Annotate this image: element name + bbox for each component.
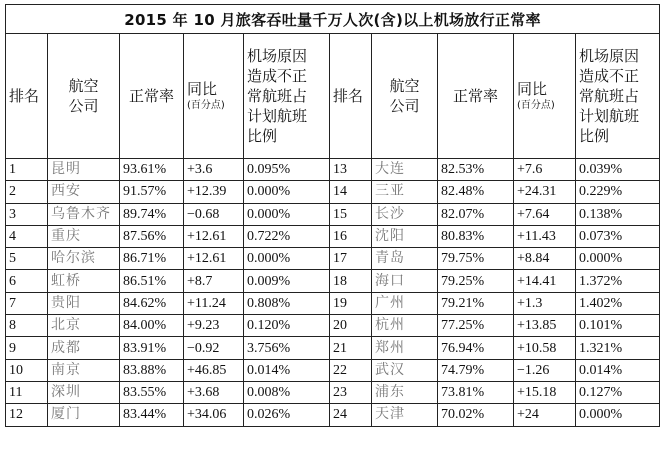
rank-cell: 16 [330, 225, 372, 247]
yoy-cell: +3.6 [184, 159, 244, 181]
rank-cell: 21 [330, 337, 372, 359]
header-yoy-2 [514, 34, 576, 159]
header-rank: 排名 [6, 34, 48, 159]
rank-cell: 14 [330, 181, 372, 203]
rate-cell: 82.48% [438, 181, 514, 203]
rank-cell: 23 [330, 381, 372, 403]
yoy-cell: +24.31 [514, 181, 576, 203]
cause-cell: 1.321% [576, 337, 660, 359]
rank-cell: 7 [6, 292, 48, 314]
yoy-cell: +8.84 [514, 248, 576, 270]
rank-cell: 19 [330, 292, 372, 314]
rank-cell: 24 [330, 404, 372, 426]
rank-cell: 3 [6, 203, 48, 225]
header-yoy [184, 34, 244, 159]
cause-cell: 1.372% [576, 270, 660, 292]
cause-cell: 0.101% [576, 315, 660, 337]
airport-cell: 贵阳 [48, 292, 120, 314]
rate-cell: 87.56% [120, 225, 184, 247]
header-yoy-text: 同比 [187, 80, 218, 98]
rate-cell: 91.57% [120, 181, 184, 203]
rate-cell: 80.83% [438, 225, 514, 247]
rank-cell: 15 [330, 203, 372, 225]
rate-cell: 70.02% [438, 404, 514, 426]
cause-cell: 0.000% [244, 248, 330, 270]
rank-cell: 22 [330, 359, 372, 381]
table-title: 2015 年 10 月旅客吞吐量千万人次(含)以上机场放行正常率 [6, 5, 660, 34]
table-row [6, 225, 660, 247]
airport-cell: 大连 [372, 159, 438, 181]
airport-cell: 成都 [48, 337, 120, 359]
header-rate-2: 正常率 [438, 34, 514, 159]
rank-cell: 9 [6, 337, 48, 359]
rank-cell: 13 [330, 159, 372, 181]
cause-cell: 0.000% [244, 203, 330, 225]
table-row [6, 292, 660, 314]
cause-cell: 1.402% [576, 292, 660, 314]
rate-cell: 82.07% [438, 203, 514, 225]
header-cause-text-2: 机场原因 造成不正 常航班占 计划航班 比例 [579, 47, 640, 145]
airport-cell: 长沙 [372, 203, 438, 225]
rank-cell: 17 [330, 248, 372, 270]
header-yoy-unit-2: (百分点) [517, 100, 555, 111]
header-airport-2 [372, 34, 438, 159]
rate-cell: 83.55% [120, 381, 184, 403]
header-airport-text-2: 航空 公司 [389, 77, 420, 115]
yoy-cell: +12.61 [184, 225, 244, 247]
yoy-cell: +9.23 [184, 315, 244, 337]
yoy-cell: +10.58 [514, 337, 576, 359]
yoy-cell: +46.85 [184, 359, 244, 381]
cause-cell: 0.722% [244, 225, 330, 247]
airport-cell: 沈阳 [372, 225, 438, 247]
ranking-table-container [5, 4, 659, 446]
airport-cell: 青岛 [372, 248, 438, 270]
airport-cell: 武汉 [372, 359, 438, 381]
rank-cell: 2 [6, 181, 48, 203]
table-row [6, 270, 660, 292]
yoy-cell: +7.64 [514, 203, 576, 225]
rate-cell: 83.88% [120, 359, 184, 381]
yoy-cell: +3.68 [184, 381, 244, 403]
table-row [6, 248, 660, 270]
rate-cell: 82.53% [438, 159, 514, 181]
table-row [6, 381, 660, 403]
airport-cell: 浦东 [372, 381, 438, 403]
airport-cell: 天津 [372, 404, 438, 426]
header-cause [244, 34, 330, 159]
table-row [6, 337, 660, 359]
rank-cell: 6 [6, 270, 48, 292]
rate-cell: 79.25% [438, 270, 514, 292]
header-airport-text: 航空 公司 [68, 77, 99, 115]
rank-cell: 12 [6, 404, 48, 426]
cause-cell: 0.014% [244, 359, 330, 381]
header-rate: 正常率 [120, 34, 184, 159]
rank-cell: 1 [6, 159, 48, 181]
cause-cell: 0.000% [576, 248, 660, 270]
cause-cell: 0.000% [244, 181, 330, 203]
cause-cell: 0.138% [576, 203, 660, 225]
cause-cell: 0.026% [244, 404, 330, 426]
airport-cell: 北京 [48, 315, 120, 337]
cause-cell: 3.756% [244, 337, 330, 359]
airport-cell: 哈尔滨 [48, 248, 120, 270]
rank-cell: 5 [6, 248, 48, 270]
cause-cell: 0.127% [576, 381, 660, 403]
airport-cell: 三亚 [372, 181, 438, 203]
rate-cell: 76.94% [438, 337, 514, 359]
rate-cell: 77.25% [438, 315, 514, 337]
cause-cell: 0.039% [576, 159, 660, 181]
rate-cell: 84.62% [120, 292, 184, 314]
rank-cell: 10 [6, 359, 48, 381]
header-yoy-text-2: 同比 [517, 80, 548, 98]
rate-cell: 84.00% [120, 315, 184, 337]
header-yoy-unit: (百分点) [187, 100, 225, 111]
header-airport [48, 34, 120, 159]
airport-cell: 西安 [48, 181, 120, 203]
rank-cell: 4 [6, 225, 48, 247]
airport-cell: 杭州 [372, 315, 438, 337]
airport-cell: 虹桥 [48, 270, 120, 292]
yoy-cell: +24 [514, 404, 576, 426]
cause-cell: 0.073% [576, 225, 660, 247]
rate-cell: 79.21% [438, 292, 514, 314]
yoy-cell: +7.6 [514, 159, 576, 181]
airport-cell: 昆明 [48, 159, 120, 181]
yoy-cell: +11.43 [514, 225, 576, 247]
rank-cell: 8 [6, 315, 48, 337]
airport-cell: 广州 [372, 292, 438, 314]
cause-cell: 0.120% [244, 315, 330, 337]
airport-cell: 南京 [48, 359, 120, 381]
cause-cell: 0.229% [576, 181, 660, 203]
airport-cell: 乌鲁木齐 [48, 203, 120, 225]
rank-cell: 18 [330, 270, 372, 292]
yoy-cell: +1.3 [514, 292, 576, 314]
rate-cell: 83.91% [120, 337, 184, 359]
yoy-cell: +11.24 [184, 292, 244, 314]
yoy-cell: +14.41 [514, 270, 576, 292]
header-cause-text: 机场原因 造成不正 常航班占 计划航班 比例 [247, 47, 308, 145]
cause-cell: 0.000% [576, 404, 660, 426]
yoy-cell: −0.68 [184, 203, 244, 225]
cause-cell: 0.095% [244, 159, 330, 181]
rate-cell: 86.51% [120, 270, 184, 292]
table-row [6, 203, 660, 225]
yoy-cell: +12.61 [184, 248, 244, 270]
cause-cell: 0.808% [244, 292, 330, 314]
header-rank-2: 排名 [330, 34, 372, 159]
cause-cell: 0.009% [244, 270, 330, 292]
rate-cell: 79.75% [438, 248, 514, 270]
yoy-cell: +34.06 [184, 404, 244, 426]
rate-cell: 83.44% [120, 404, 184, 426]
airport-punctuality-table [5, 4, 660, 427]
rate-cell: 74.79% [438, 359, 514, 381]
yoy-cell: +8.7 [184, 270, 244, 292]
airport-cell: 厦门 [48, 404, 120, 426]
header-cause-2 [576, 34, 660, 159]
header-row [6, 34, 660, 159]
rate-cell: 86.71% [120, 248, 184, 270]
table-row [6, 359, 660, 381]
airport-cell: 重庆 [48, 225, 120, 247]
airport-cell: 深圳 [48, 381, 120, 403]
rate-cell: 89.74% [120, 203, 184, 225]
table-row [6, 404, 660, 426]
cause-cell: 0.008% [244, 381, 330, 403]
yoy-cell: −1.26 [514, 359, 576, 381]
rank-cell: 20 [330, 315, 372, 337]
airport-cell: 郑州 [372, 337, 438, 359]
airport-cell: 海口 [372, 270, 438, 292]
rate-cell: 73.81% [438, 381, 514, 403]
yoy-cell: +15.18 [514, 381, 576, 403]
cause-cell: 0.014% [576, 359, 660, 381]
yoy-cell: +13.85 [514, 315, 576, 337]
table-body [6, 159, 660, 427]
yoy-cell: +12.39 [184, 181, 244, 203]
rate-cell: 93.61% [120, 159, 184, 181]
table-row [6, 315, 660, 337]
table-row [6, 159, 660, 181]
table-row [6, 181, 660, 203]
rank-cell: 11 [6, 381, 48, 403]
yoy-cell: −0.92 [184, 337, 244, 359]
